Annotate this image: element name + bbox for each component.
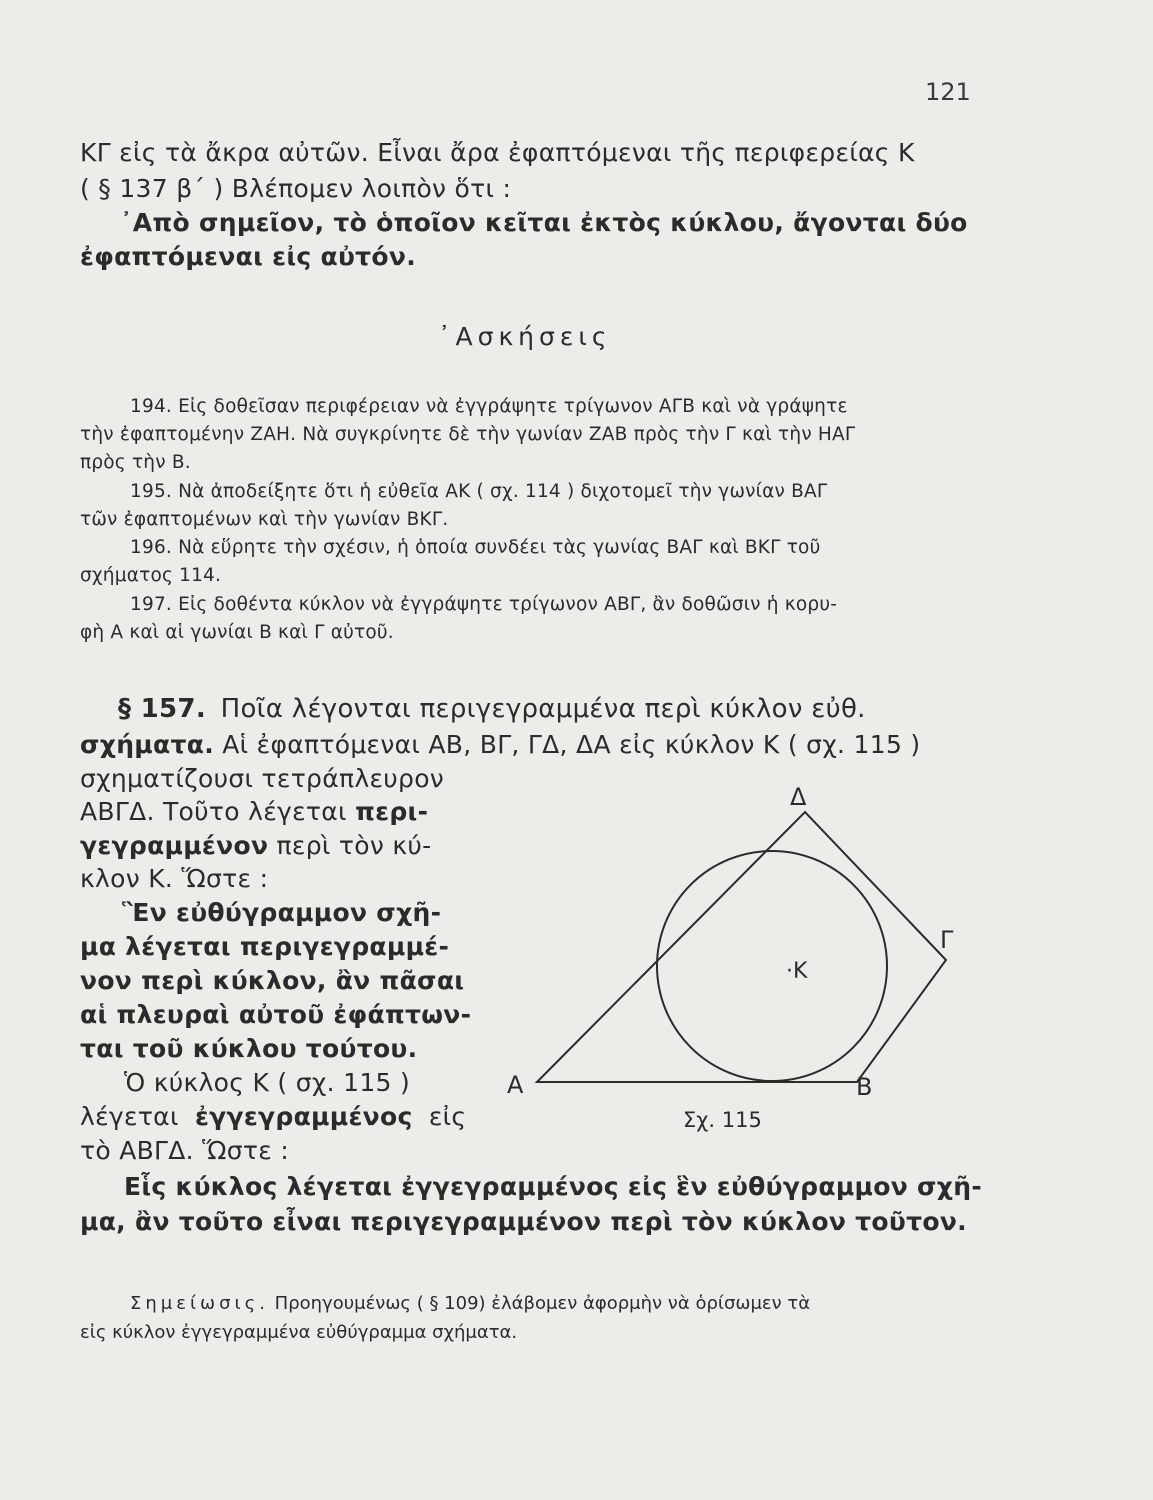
exercises-heading: ᾿Ασκήσεις <box>438 322 612 351</box>
term-perigegrammenon-a: περι- <box>355 797 429 826</box>
definition-1-line-4: αἱ πλευραὶ αὐτοῦ ἐφάπτων- <box>80 1000 472 1029</box>
intro-line-2: ( § 137 β΄ ) Βλέπομεν λοιπὸν ὅτι : <box>80 174 512 203</box>
section-number: § 157. <box>118 694 207 724</box>
label-A: Α <box>507 1071 524 1099</box>
note-line-2: εἰς κύκλον ἐγγεγραμμένα εὐθύγραμμα σχήματα. <box>80 1322 518 1343</box>
rule-line-1: ᾿Απὸ σημεῖον, τὸ ὁποῖον κεῖται ἐκτὸς κύκλου, ἄγονται δύο <box>120 208 968 237</box>
definition-2-line-2: μα, ἂν τοῦτο εἶναι περιγεγραμμένον περὶ τὸν κύκλον τοῦτον. <box>80 1207 967 1236</box>
note-text-1: Προηγουμένως ( § 109) ἐλάβομεν ἀφορμὴν νὰ ὁρίσωμεν τὰ <box>274 1293 811 1314</box>
rule-line-2: ἐφαπτόμεναι εἰς αὐτόν. <box>80 242 417 271</box>
section-line-5-text: περὶ τὸν κύ- <box>276 831 432 860</box>
definition-1-line-1: Ἓν εὐθύγραμμον σχῆ- <box>122 898 442 927</box>
definition-1-line-5: ται τοῦ κύκλου τούτου. <box>80 1034 418 1063</box>
inscribed-circle <box>657 851 887 1081</box>
section-line-4-text: ΑΒΓΔ. Τοῦτο λέγεται <box>80 797 347 826</box>
definition-1-line-3: νον περὶ κύκλον, ἂν πᾶσαι <box>80 966 465 995</box>
label-K: ·Κ <box>786 959 808 984</box>
section-line-3: σχηματίζουσι τετράπλευρον <box>80 764 445 793</box>
exercise-line-5: τῶν ἐφαπτομένων καὶ τὴν γωνίαν ΒΚΓ. <box>80 509 449 530</box>
section-line-14: τὸ ΑΒΓΔ. Ὥστε : <box>80 1136 290 1165</box>
exercise-line-1: 194. Εἰς δοθεῖσαν περιφέρειαν νὰ ἐγγράψητε τρίγωνον ΑΓΒ καὶ νὰ γράψητε <box>130 396 848 417</box>
exercise-line-3: πρὸς τὴν Β. <box>80 452 191 473</box>
label-G: Γ <box>940 926 954 954</box>
section-title: Ποῖα λέγονται περιγεγραμμένα περὶ κύκλον εὐθ. <box>220 694 866 724</box>
definition-2-line-1: Εἷς κύκλος λέγεται ἐγγεγραμμένος εἰς ἓν εὐθύγραμμον σχῆ- <box>124 1172 982 1201</box>
section-title-cont: σχήματα. <box>80 730 214 759</box>
note-label: Σημείωσις. <box>130 1293 269 1314</box>
exercise-line-6: 196. Νὰ εὕρητε τὴν σχέσιν, ἡ ὁποία συνδέει τὰς γωνίας ΒΑΓ καὶ ΒΚΓ τοῦ <box>130 537 821 558</box>
label-B: Β <box>856 1073 873 1101</box>
term-perigegrammenon-b: γεγραμμένον <box>80 831 269 860</box>
exercise-line-8: 197. Εἰς δοθέντα κύκλον νὰ ἐγγράψητε τρίγωνον ΑΒΓ, ἂν δοθῶσιν ἡ κορυ- <box>130 594 838 615</box>
page-number: 121 <box>925 78 971 106</box>
exercise-line-9: φὴ Α καὶ αἱ γωνίαι Β καὶ Γ αὐτοῦ. <box>80 622 394 643</box>
exercise-line-2: τὴν ἐφαπτομένην ΖΑΗ. Νὰ συγκρίνητε δὲ τὴν γωνίαν ΖΑΒ πρὸς τὴν Γ καὶ τὴν ΗΑΓ <box>80 424 856 445</box>
label-D: Δ <box>790 783 807 811</box>
section-line-13-c: εἰς <box>428 1102 467 1131</box>
section-line-12: Ὁ κύκλος Κ ( σχ. 115 ) <box>124 1068 411 1097</box>
exercise-line-4: 195. Νὰ ἀποδείξητε ὅτι ἡ εὐθεῖα ΑΚ ( σχ. 114 ) διχοτομεῖ τὴν γωνίαν ΒΑΓ <box>130 481 828 502</box>
section-line-6: κλον Κ. Ὥστε : <box>80 864 269 893</box>
intro-line-1: ΚΓ εἰς τὰ ἄκρα αὐτῶν. Εἶναι ἄρα ἐφαπτόμεναι τῆς περιφερείας Κ <box>80 138 915 167</box>
figure-caption: Σχ. 115 <box>683 1108 762 1132</box>
section-line-13-a: λέγεται <box>80 1102 179 1131</box>
term-engegrammenos: ἐγγεγραμμένος <box>194 1102 413 1131</box>
section-line-2-text: Αἱ ἐφαπτόμεναι ΑΒ, ΒΓ, ΓΔ, ΔΑ εἰς κύκλον Κ ( σχ. 115 ) <box>222 730 921 759</box>
exercise-line-7: σχήματος 114. <box>80 565 222 586</box>
definition-1-line-2: μα λέγεται περιγεγραμμέ- <box>80 932 450 961</box>
